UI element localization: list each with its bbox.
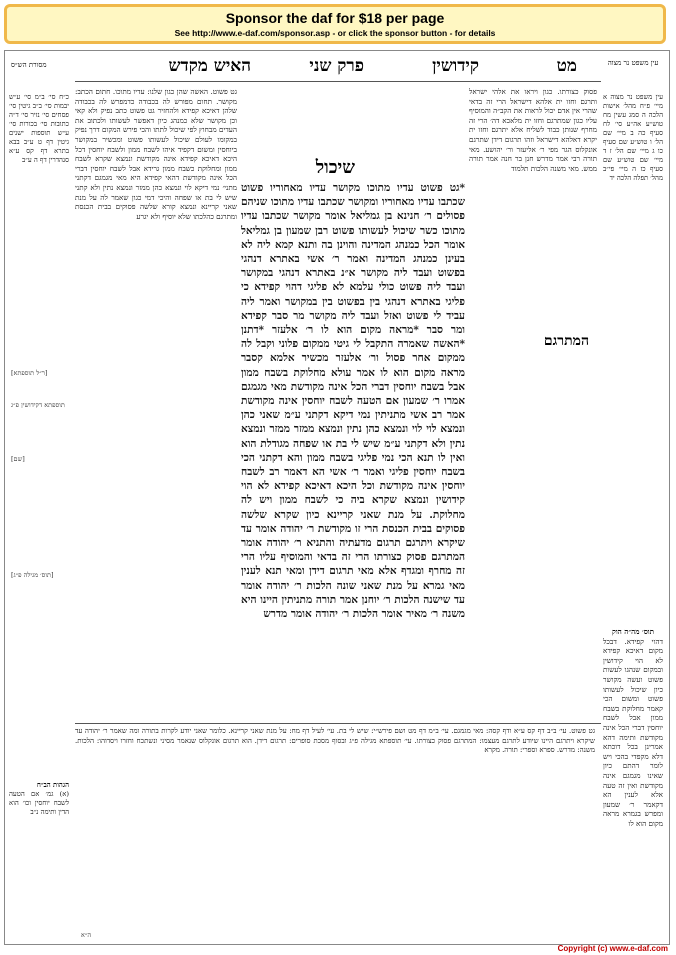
sponsor-subtitle: See http://www.e-daf.com/sponsor.asp - or click the sponsor button - for details [174,28,496,38]
page-marker: ה״א [81,931,92,939]
ein-mishpat-header: עין משפט נר מצוה [607,59,659,67]
outer-margin: כ״ח סי׳ ב״מ סי׳ ע״ש יבמות סי׳ ב״ב גיטין סי׳ פסחים סי׳ נזיר סי׳ ד״ה כתובות סי׳ בכורות סי׳ ע״ש תוספות ישנים גיטין דף ט ע״ב בבא בתרא דף קס ע״א סנהדרין דף ה ע״ב [9,93,69,164]
sponsor-title[interactable]: Sponsor the daf for $18 per page [225,10,445,26]
masoret-header: מסורת הש״ס [11,61,47,69]
margin-label: תוספתא דקידושין פ״ג [11,401,65,409]
right-commentary: פסוק כצורתו. כגון ויראו את אלהי ישראל ותרגם וחזו ית אלהא דישראל הרי זה בדאי שהרי אין אדם יכול לראות את הקב״ה והמוסיף עליו כגון שמתרגם וחזו ית מלאכא דה׳ הרי זה מחרף שנותן כבוד לשליח אלא יתרגם וחזו ית יקרא דאלהא דישראל וזהו תרגום דידן שתרגם אונקלוס הגר מפי ר׳ אליעזר ור׳ יהושע. מאי תורה רבי אמר מדרש חנן בר חנה אמר תורה ממש. מאי משנה הלכות תלמוד [469,87,597,173]
chapter-name: האיש מקדש [168,56,251,76]
commentary-heading: המתרגם [543,333,589,349]
perek-name: פרק שני [309,56,364,76]
tractate-name: קידושין [432,56,479,76]
gemara-column: *גט פשוט עדיו מתוכו מקושר עדיו מאחוריו פשוט שכתבו עדיו מאחוריו ומקושר שכתבו עדיו מתוכו שניהם פסולים ר׳ חנינא בן גמליאל אומר מקושר שכתבו עדיו מתוכו כשר שיכול לעשותו פשוט רבן שמעון בן גמליאל אומר הכל כמנהג המדינה והוינן בה ותנא קמא ליה לא בעינן כמנהג המדינה ואמר ר׳ אשי באתרא דנהגי בפשוט ועבד ליה מקושר א״נ באתרא דנהגי במקושר ועבד ליה פשוט כולי עלמא לא פליגי דהוי קפידא כי פליגי באתרא דנהגי בין בפשוט בין במקושר ואמר ליה עביד לי פשוט ואזל ועבד ליה מקושר מר סבר קפידא ומר סבר *מראה מקום הוא לו ר׳ אלעזר *דתנן *האשה שאמרה התקבל לי גיטי ממקום פלוני וקבל לה ממקום אחר פסול ור׳ אלעזר מכשיר אלמא קסבר מראה מקום הוא לו אמר עולא מחלוקת בשבח ממון אבל בשבח יוחסין דברי הכל אינה מקודשת מאי מגמגם אמרו ר׳ שמעון אם הטעה לשבח יוחסין אינה מקודשת אמר רב אשי מתניתין נמי דיקא דקתני ע״מ שאני כהן ונמצא לוי לוי ונמצא כהן נתין ונמצא ממזר ממזר ונמצא נתין ולא דקתני ע״מ שיש לי בת או שפחה מגודלת הוא ואין לו תנא הכי נמי פליגי בשבח ממון והא דקתני הכי בשבח יוחסין פליגי ואמר ר׳ אשי הא דאמר רב לשבח יוחסין אינה מקודשת וכל היכא דאיכא קפידא לא הוי קידושין ונמצא שקרא ביה כי לשבח ממון ויש לה מחלוקת. על מנת שאני קריינא כיון שקרא שלשה פסוקים בבית הכנסת הרי זו מקודשת ר׳ יהודה אומר עד שיקרא ויתרגם תרגום מדעתיה והתניא ר׳ יהודה אומר המתרגם פסוק כצורתו הרי זה בדאי והמוסיף עליו הרי זה מחרף ומגדף אלא מאי תרגום דידן ומאי תנא לענין מאי גמרא על מנת שאני שונה הלכות ר׳ יהודה אומר עד שישנה הלכות ר׳ יוחנן אמר תורה מתניתין היינו היא משנה ר׳ מאיר אומר הלכות ר׳ יהודה אומר מדרש [241,182,465,621]
copyright-notice[interactable]: Copyright (c) www.e-daf.com [557,944,668,953]
tosafot-column: תוס׳ מה״ה הוק דהוי קפידא. דבכל מקום דאיכא קפידא לא הוי קידושין ובמקום שנהגו לעשות פשוט ועשה מקושר כיון שיכול לעשותו פשוט ומשום הכי קאמר מחלוקת בשבח ממון אבל לשבח יוחסין דברי הכל אינה מקודשת ותימה דהא אמרינן בכל דוכתא דלא מקפדי בהכי ויש לומר דהתם כיון שאינו מגמגם אינה מקודשת ואין זה טעה אלא לענין הא דקאמר ר׳ שמעון ומפרש בגמרא מראה מקום הוא לו [603,627,663,828]
gilyon: הגהות הב״ח (א) גמ׳ אם הטעה לשבח יוחסין וכו׳ הוא הדין ותימה נ״ב [9,781,69,816]
footnote-rule [75,723,601,724]
rashi-column: גט פשוט. האשה שהן כגון שלנו: עדיו מתוכו. חתום הכתב: מקושר. תחום מפורש לה בכבודה כדמפרש לה בכבודה שלהן דאיכא קפידא ולהחזיר גט פשוט כתב נפיק ולא קאי וכן מקושר שלא כמנהג כיון דאפשר לעשותו ולכתוב את העדים מבחוץ לפי שיכול לתתו והכי פירש המקום דרך נפיק במקומו לעולם שיכול לעשותו פשוט ומכשיר במקושר ביוחסין ומשום דקפיד איהו לשבח ממון ולשבח יוחסין דכל היכא דאיכא קפידא אינה מקודשת ונמצא שקרא לשבח ממון ומחלוקת כשבח ממון גרידא אבל לשבח יוחסין דברי הכל אינה מקודשת דהאי קפידא היא מאי מגמגם דקתני מתני׳ נמי דיקא לוי ונמצא כהן ממזר ונמצא נתין ולא קתני שיש לי בת או שפחה והיכי דמי כגון שאמר לה על מנת שאני קריינא ונמצא קורא שלשה פסוקים בבית הכנסת ומתרגם כהלכתו שלא יוסיף ולא יגרע [75,87,237,221]
footnotes: גט פשוט. עי׳ ב״ב דף קס ע״א ודף קסה: מאי מגמגם. עי׳ ב״מ דף מט ושם פירש״י: שיש לי בת. עי׳ לעיל דף מח: על מנת שאני קריינא. כלומר שאני יודע לקרות בתורה ומה שאמר ר׳ יהודה עד שיקרא ויתרגם היינו שיודע לתרגם מעצמו: המתרגם פסוק כצורתו. עי׳ תוספתא מגילה פ״ג ובסוף מסכת סופרים: תרגום דידן. הוא תרגום אונקלוס שנאמר מסיני ונשתכח וחזרו ויסדוהו: הלכות. משנה: מדרש. ספרא וספרי: תורה. מקרא [75,727,595,755]
talmud-page [4,50,670,945]
daf-number: מט [556,56,577,76]
header-rule [75,81,601,82]
margin-label: [שם] [11,455,25,463]
gemara-opening-word: שיכול [315,157,355,178]
margin-label: [ר״ל תוספתא] [11,369,48,377]
sponsor-banner[interactable] [4,4,666,44]
ein-mishpat-margin: עין משפט נר מצוה א מיי׳ פ״ח מהל׳ אישות הלכה ה סמג עשין מח טוש״ע אה״ע סי׳ לח סעיף כה ב מיי׳ שם הל׳ ו טוש״ע שם סעיף כו ג מיי׳ שם הל׳ ז ד מיי׳ שם טוש״ע שם סעיף כז ה מיי׳ פי״ב מהל׳ תפלה הלכה יד [603,93,663,182]
margin-label: [תוס׳ מגילה פ״ג] [11,571,54,579]
